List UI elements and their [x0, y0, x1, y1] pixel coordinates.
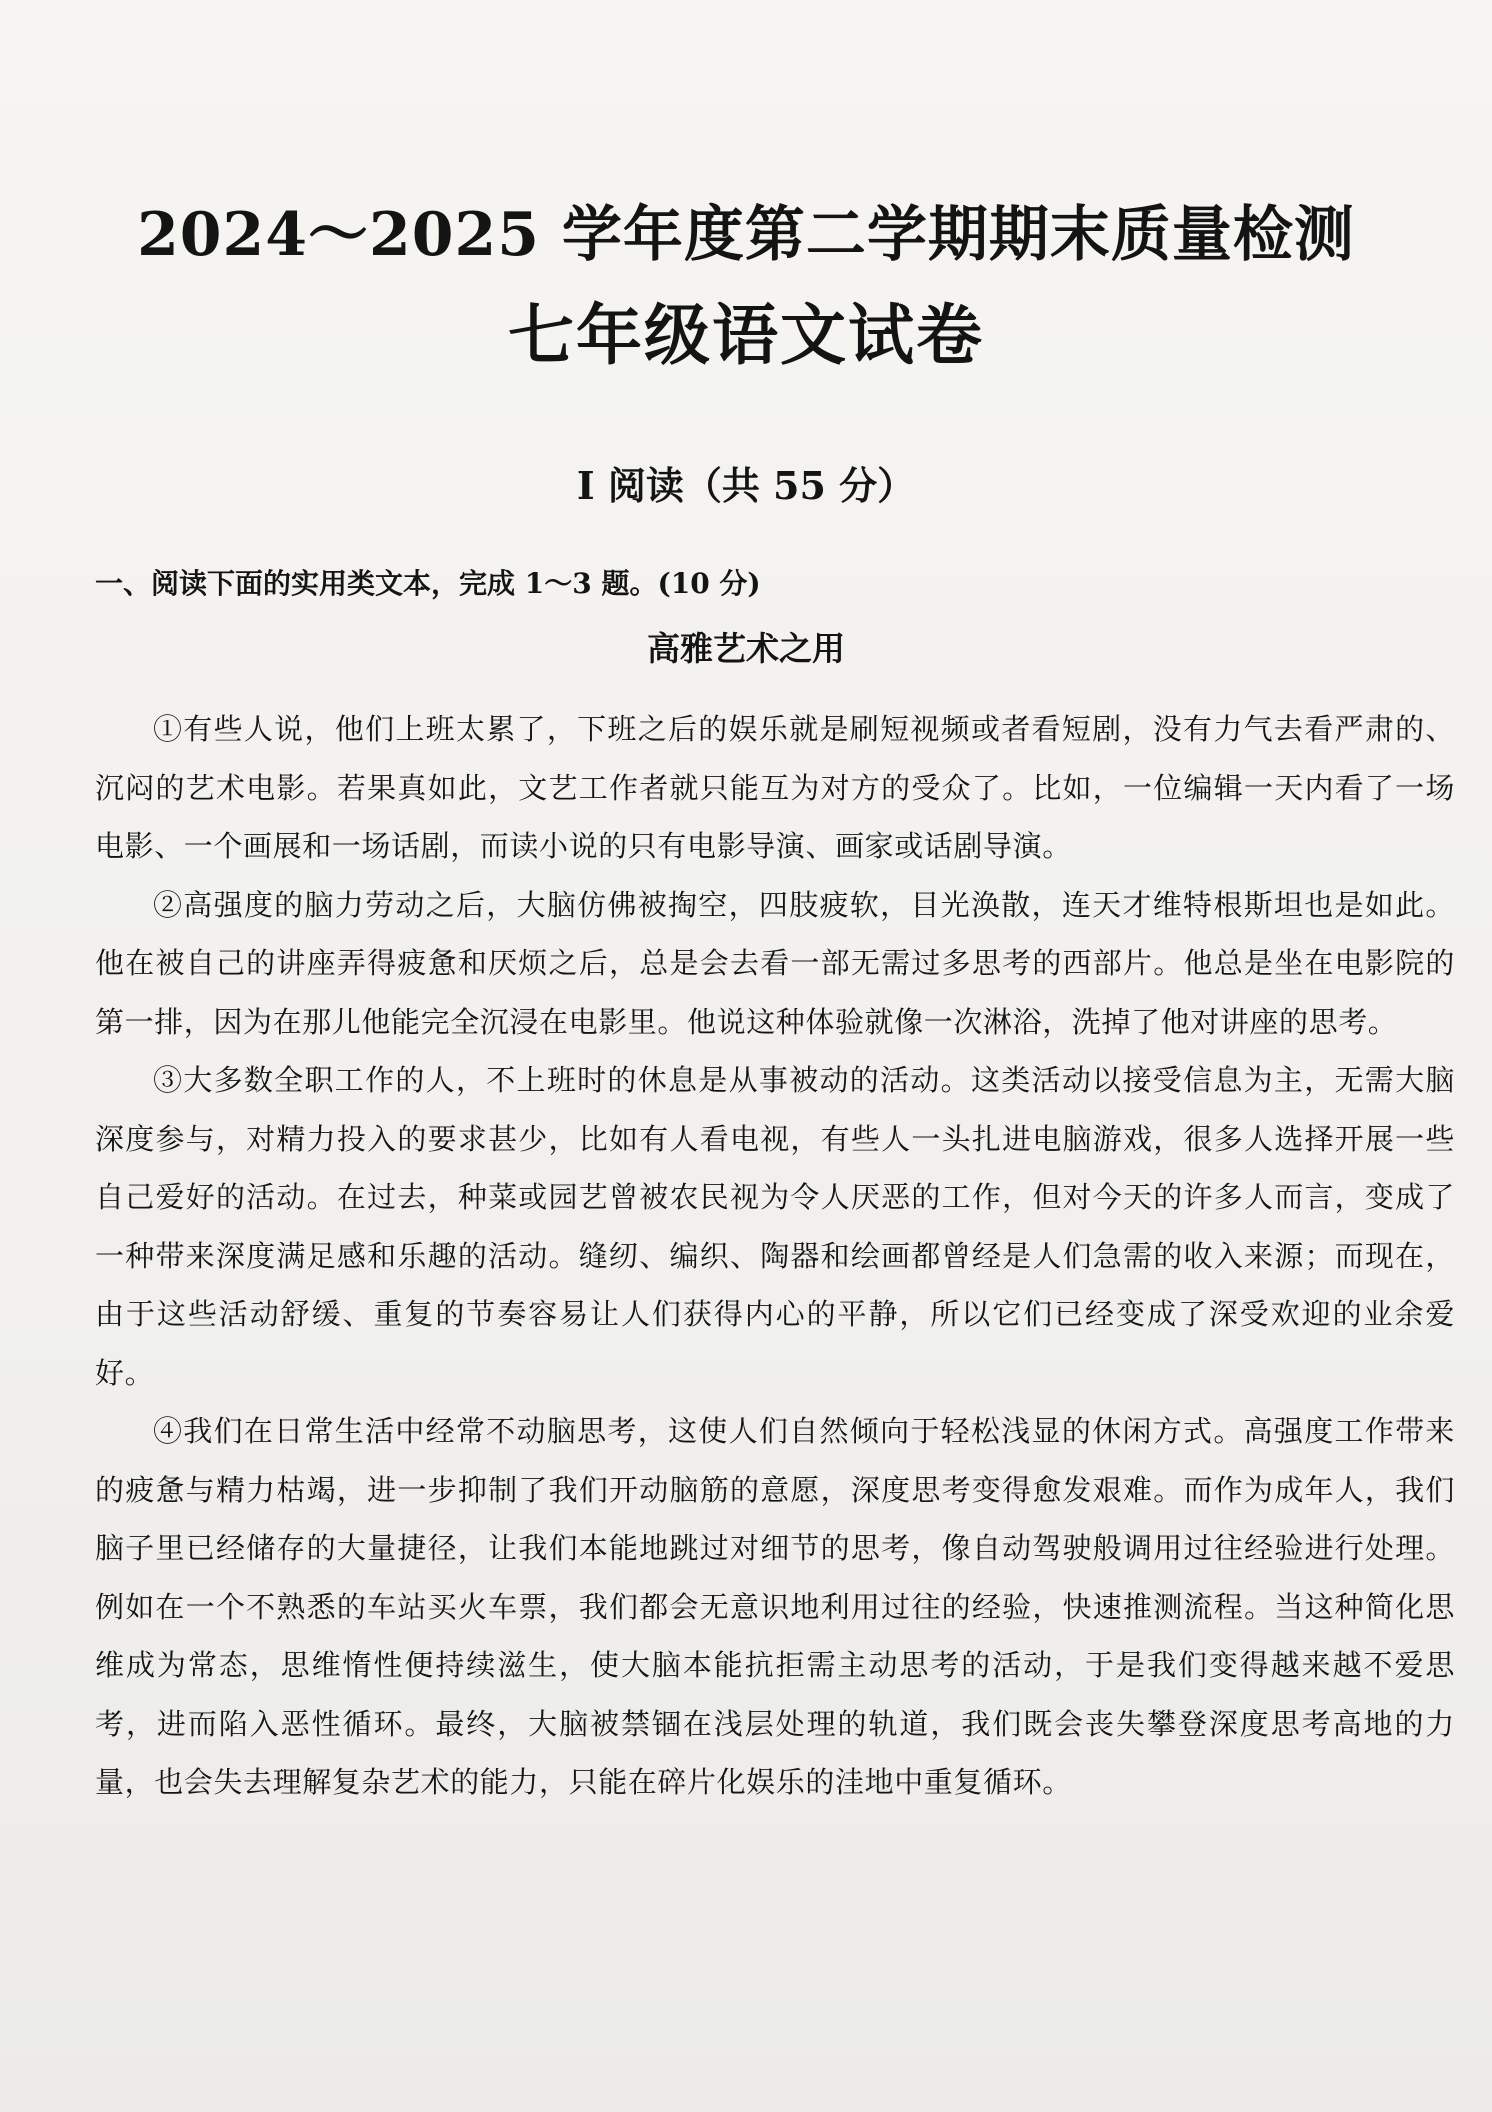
exam-subtitle: 七年级语文试卷 [508, 296, 984, 374]
exam-title: 2024～2025 学年度第二学期期末质量检测 [137, 200, 1355, 270]
article-paragraph-2: ②高强度的脑力劳动之后，大脑仿佛被掏空，四肢疲软，目光涣散，连天才维特根斯坦也是如此。他在被自己的讲座弄得疲惫和厌烦之后，总是会去看一部无需过多思考的西部片。他总是坐在电影院的第一排，因为在那儿他能完全沉浸在电影里。他说这种体验就像一次淋浴，洗掉了他对讲座的思考。 [95, 887, 1455, 1039]
article-paragraph-4: ④我们在日常生活中经常不动脑思考，这使人们自然倾向于轻松浅显的休闲方式。高强度工作带来的疲惫与精力枯竭，进一步抑制了我们开动脑筋的意愿，深度思考变得愈发艰难。而作为成年人，我们脑子里已经储存的大量捷径，让我们本能地跳过对细节的思考，像自动驾驶般调用过往经验进行处理。例如在一个不熟悉的车站买火车票，我们都会无意识地利用过往的经验，快速推测流程。当这种简化思维成为常态，思维惰性便持续滋生，使大脑本能抗拒需主动思考的活动，于是我们变得越来越不爱思考，进而陷入恶性循环。最终，大脑被禁锢在浅层处理的轨道，我们既会丧失攀登深度思考高地的力量，也会失去理解复杂艺术的能力，只能在碎片化娱乐的洼地中重复循环。 [95, 1414, 1455, 1799]
article-title: 高雅艺术之用 [647, 629, 845, 668]
question-intro: 一、阅读下面的实用类文本，完成 1～3 题。(10 分) [95, 567, 761, 600]
article-paragraph-3: ③大多数全职工作的人，不上班时的休息是从事被动的活动。这类活动以接受信息为主，无需大脑深度参与，对精力投入的要求甚少，比如有人看电视，有些人一头扎进电脑游戏，很多人选择开展一些自己爱好的活动。在过去，种菜或园艺曾被农民视为令人厌恶的工作，但对今天的许多人而言，变成了一种带来深度满足感和乐趣的活动。缝纫、编织、陶器和绘画都曾经是人们急需的收入来源；而现在，由于这些活动舒缓、重复的节奏容易让人们获得内心的平静，所以它们已经变成了深受欢迎的业余爱好。 [95, 1063, 1455, 1390]
article-paragraph-1: ①有些人说，他们上班太累了，下班之后的娱乐就是刷短视频或者看短剧，没有力气去看严肃的、沉闷的艺术电影。若果真如此，文艺工作者就只能互为对方的受众了。比如，一位编辑一天内看了一场电影、一个画展和一场话剧，而读小说的只有电影导演、画家或话剧导演。 [95, 712, 1455, 863]
article-body [95, 700, 1455, 1812]
section-heading: Ⅰ 阅读（共 55 分） [576, 463, 916, 508]
